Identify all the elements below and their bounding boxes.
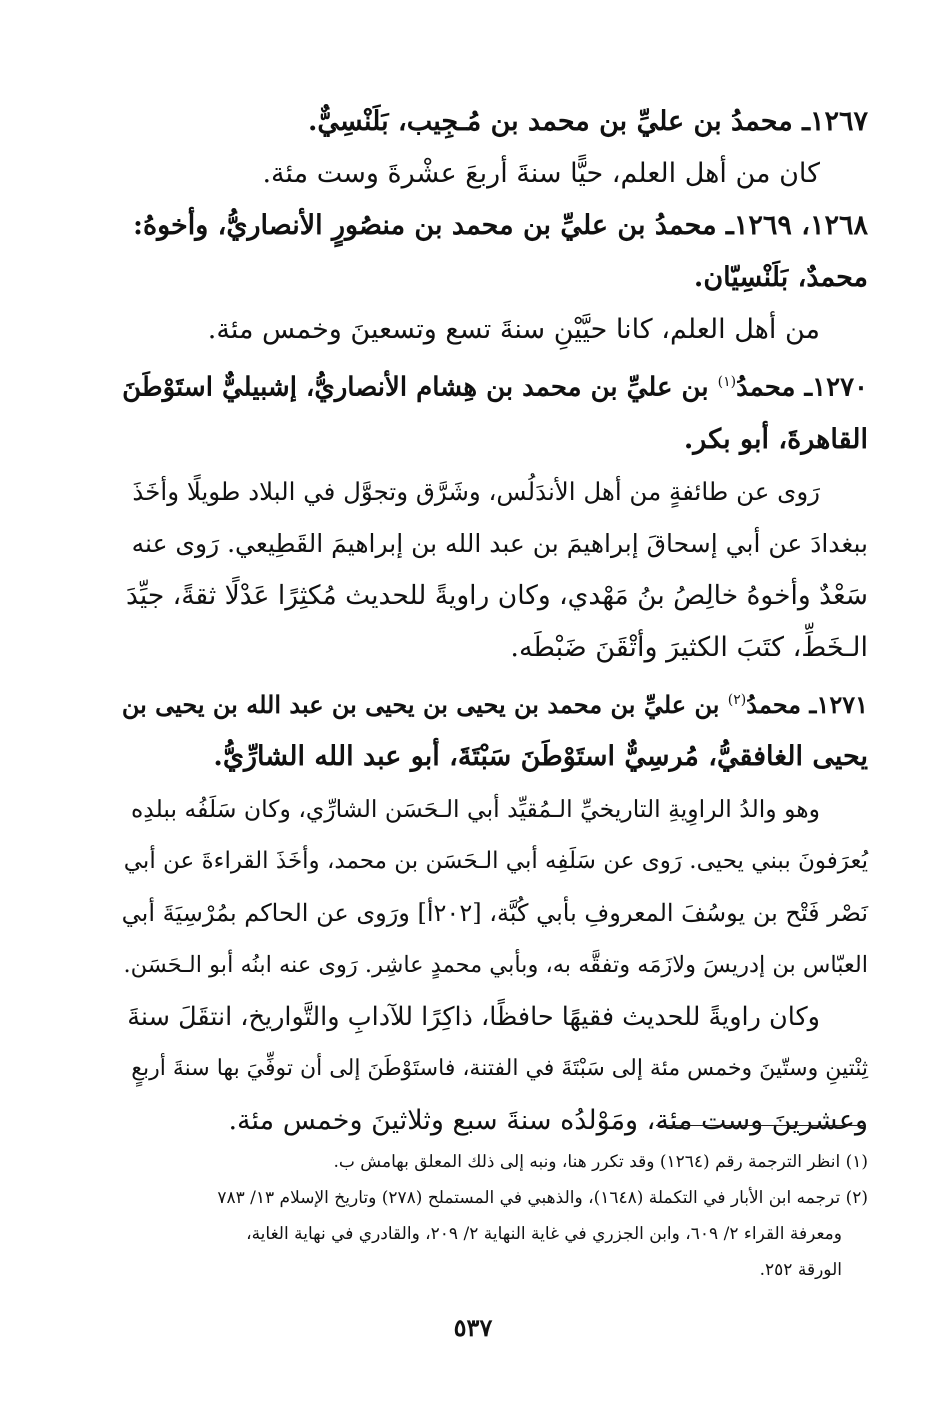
- entry-heading: ١٢٦٨، ١٢٦٩ـ محمدُ بن عليِّ بن محمد بن منصُورٍ الأنصاريُّ، وأخوهُ:: [132, 210, 868, 241]
- entry-number: ١٢٧١ـ محمدُ: [746, 689, 868, 719]
- entry-text-line: من أهل العلم، كانا حيَّيْنِ سنةَ تسع وتسعينَ وخمس مئة.: [207, 314, 820, 345]
- entry-text-line: وكان راويةً للحديث فقيهًا حافظًا، ذاكِرًا للآدابِ والتَّواريخ، انتقَلَ سنةَ: [127, 1001, 820, 1032]
- footnote-separator: [656, 1125, 866, 1126]
- entry-text-line: كان من أهل العلم، حيًّا سنةَ أربعَ عشْرةَ وست مئة.: [262, 158, 820, 189]
- entry-heading-rest: بن عليِّ بن محمد بن يحيى بن يحيى بن عبد الله بن يحيى بن: [121, 689, 728, 719]
- entry-heading-rest: بن عليِّ بن محمد بن هِشام الأنصاريُّ، إشبيليٌّ استَوْطَنَ: [122, 372, 718, 403]
- entry-text-line: سَعْدٌ وأخوهُ خالِصُ بنُ مَهْدي، وكان راويةً للحديث مُكثِرًا عَدْلًا ثقةً، جيِّدَ: [125, 579, 868, 611]
- entry-1267: [122, 96, 868, 200]
- page-number: ٥٣٧: [453, 1313, 493, 1342]
- entry-1271: [122, 674, 868, 1147]
- footnote-2-continued: الورقة ٢٥٢.: [759, 1260, 842, 1280]
- footnote-2-continued: ومعرفة القراء ٢/ ٦٠٩، وابن الجزري في غاية النهاية ٢/ ٢٠٩، والقادري في نهاية الغاية،: [246, 1224, 842, 1244]
- entry-text-line: نَصْر فَتْح بن يوسُفَ المعروفِ بأبي كُبَّة، [٢٠٢أ] ورَوى عن الحاكم بمُرْسِيَةَ أبي: [121, 898, 868, 927]
- footnote-2: (٢) ترجمه ابن الأبار في التكملة (١٦٤٨)، والذهبي في المستملح (٢٧٨) وتاريخ الإسلام ١٣/ ٧٨٣: [217, 1188, 868, 1208]
- footnote-1: (١) انظر الترجمة رقم (١٢٦٤) وقد تكرر هنا، ونبه إلى ذلك المعلق بهامش ب.: [333, 1152, 868, 1172]
- footnote-marker: (٢): [727, 691, 747, 708]
- entry-text-line: رَوى عن طائفةٍ من أهل الأندَلُس، وشَرَّق وتجوَّل في البلاد طويلًا وأخَذَ: [132, 476, 820, 506]
- footnotes: [122, 1144, 868, 1288]
- entry-heading-continued: محمدٌ، بَلَنْسِيّان.: [693, 262, 868, 293]
- entry-text-line: وهو والدُ الراوِيةِ التاريخيِّ الـمُقيِّد أبي الـحَسَن الشارِّي، وكان سَلَفُه ببلدِه: [130, 794, 820, 823]
- entry-heading-continued: القاهرةَ، أبو بكر.: [683, 423, 868, 455]
- entry-heading: [122, 356, 868, 414]
- entry-text-line: الـخَطِّ، كتَبَ الكثيرَ وأتْقَنَ ضَبْطَه.: [510, 631, 868, 663]
- entry-heading: ١٢٦٧ـ محمدُ بن عليِّ بن محمد بن مُـجِيب، بَلَنْسِيٌّ.: [308, 106, 868, 137]
- entry-text-line: ثِنْتينِ وستّينَ وخمس مئة إلى سَبْتَةَ في الفتنة، فاستَوْطَنَ إلى أن توفِّيَ بها سنةَ أربعٍ: [131, 1055, 868, 1081]
- entry-text-line: ببغدادَ عن أبي إسحاقَ إبراهيمَ بن عبد الله بن إبراهيمَ القَطِيعي. رَوى عنه: [131, 528, 868, 558]
- main-text: [122, 96, 868, 1147]
- footnote-marker: (١): [717, 374, 737, 390]
- entry-heading: [122, 674, 868, 731]
- entry-text-line: يُعرَفونَ ببني يحيى. رَوى عن سَلَفِه أبي الـحَسَن بن محمد، وأخَذَ القراءةَ عن أبي: [123, 847, 868, 874]
- entry-1268-1269: [122, 200, 868, 356]
- entry-number: ١٢٧٠ـ محمدُ: [736, 372, 868, 403]
- entry-heading-continued: يحيى الغافقيُّ، مُرسِيٌّ استَوْطَنَ سَبْتَةَ، أبو عبد الله الشارِّيُّ.: [213, 740, 868, 772]
- entry-text-line: العبّاس بن إدريسَ ولازَمَه وتفقَّه به، وبأبي محمدٍ عاشِر. رَوى عنه ابنُه أبو الـحَسَن.: [123, 951, 868, 978]
- entry-1270: [122, 356, 868, 674]
- entry-text-line: وعشرينَ وست مئة، ومَوْلدُه سنةَ سبع وثلاثينَ وخمس مئة.: [228, 1104, 868, 1136]
